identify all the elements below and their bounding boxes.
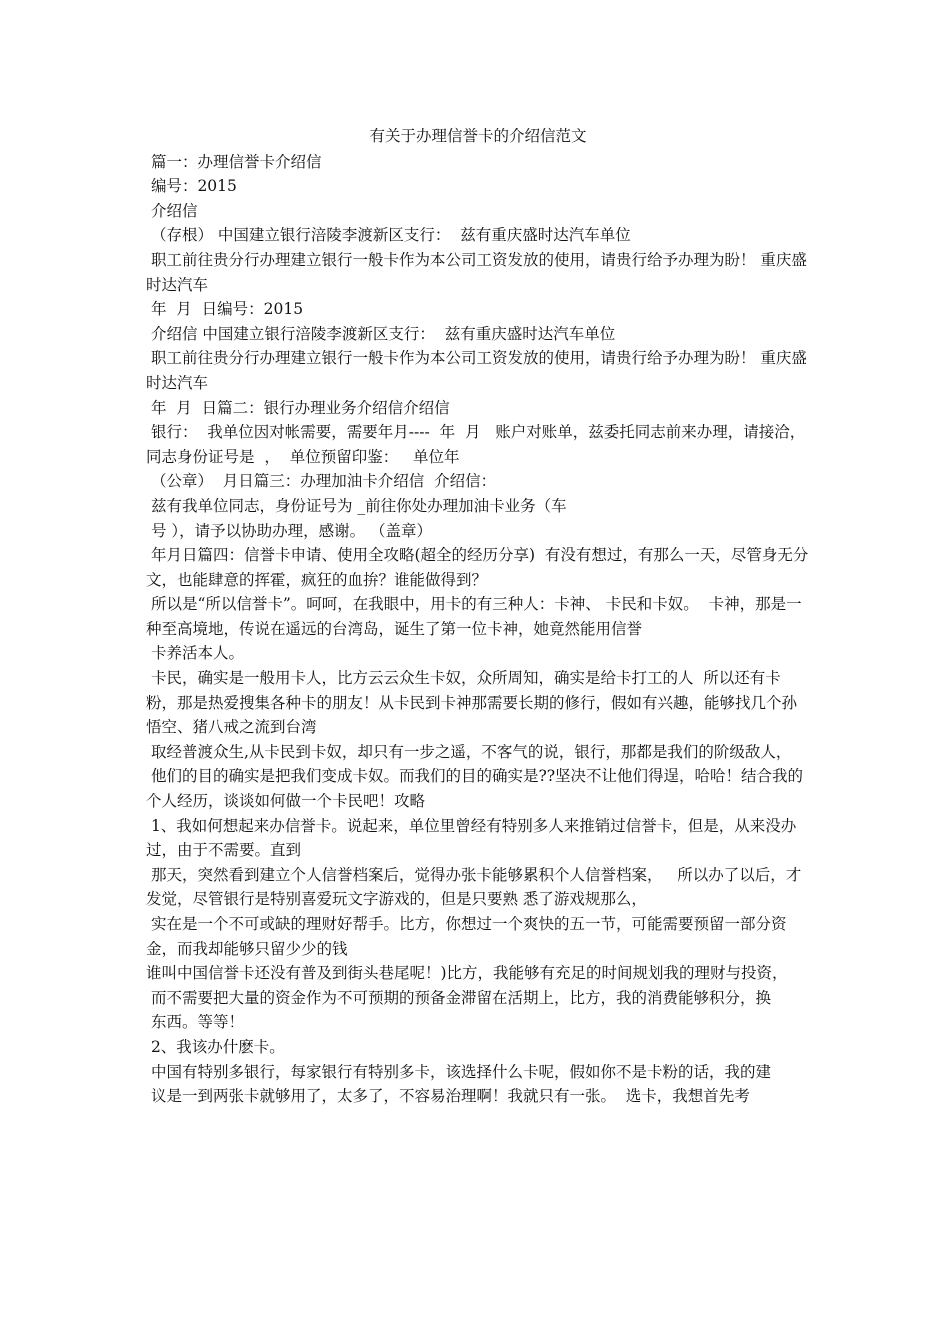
paragraph: 编号：2015 bbox=[146, 177, 237, 196]
paragraph: 他们的目的确实是把我们变成卡奴。而我们的目的确实是??坚决不让他们得逞，哈哈！结合我的个人经历，谈谈如何做一个卡民吧！攻略 bbox=[146, 767, 804, 811]
paragraph: 中国有特别多银行，每家银行有特别多卡，该选择什么卡呢，假如你不是卡粉的话，我的建 bbox=[146, 1062, 771, 1081]
paragraph: 年 月 日编号：2015 bbox=[146, 300, 304, 319]
paragraph: 介绍信 中国建立银行涪陵李渡新区支行： 兹有重庆盛时达汽车单位 bbox=[146, 324, 616, 343]
paragraph: 那天，突然看到建立个人信誉档案后，觉得办张卡能够累积个人信誉档案， 所以办了以后，才发觉，尽管银行是特别喜爱玩文字游戏的，但是只要熟 悉了游戏规那么， bbox=[146, 865, 802, 909]
paragraph: 而不需要把大量的资金作为不可预期的预备金滞留在活期上，比方，我的消费能够积分，换 bbox=[146, 988, 771, 1007]
paragraph: 介绍信 bbox=[146, 201, 198, 220]
paragraph: 号 ），请予以协助办理，感谢。 （盖章） bbox=[146, 521, 433, 540]
paragraph: 实在是一个不可或缺的理财好帮手。比方，你想过一个爽快的五一节，可能需要预留一部分资金，而我却能够只留少少的钱 bbox=[146, 915, 787, 958]
paragraph: （存根） 中国建立银行涪陵李渡新区支行： 兹有重庆盛时达汽车单位 bbox=[146, 226, 631, 245]
paragraph: 年 月 日篇二：银行办理业务介绍信介绍信 bbox=[146, 398, 450, 417]
paragraph: 东西。等等！ bbox=[146, 1013, 244, 1032]
paragraph: 职工前往贵分行办理建立银行一般卡作为本公司工资发放的使用，请贵行给予办理为盼！ 重庆盛时达汽车 bbox=[146, 349, 807, 392]
document-body bbox=[146, 124, 816, 1109]
paragraph: 卡养活本人。 bbox=[146, 644, 244, 663]
paragraph: 银行： 我单位因对帐需要，需要年月---- 年 月 账户对账单，兹委托同志前来办理，请接洽， 同志身份证号是 ， 单位预留印鉴： 单位年 bbox=[146, 423, 816, 466]
paragraph: 1、我如何想起来办信誉卡。说起来，单位里曾经有特别多人来推销过信誉卡，但是，从来没办过，由于不需要。直到 bbox=[146, 816, 797, 860]
paragraph: 2、我该办什麽卡。 bbox=[146, 1037, 285, 1056]
paragraph: 议是一到两张卡就够用了，太多了，不容易治理啊！我就只有一张。 选卡，我想首先考 bbox=[146, 1087, 750, 1106]
paragraph: 篇一：办理信誉卡介绍信 bbox=[146, 152, 322, 171]
paragraph: 兹有我单位同志，身份证号为 _前往你处办理加油卡业务（车 bbox=[146, 496, 567, 515]
paragraph: 所以是“所以信誉卡”。呵呵，在我眼中，用卡的有三种人：卡神、 卡民和卡奴。 卡神，那是一种至高境地，传说在遥远的台湾岛，诞生了第一位卡神，她竟然能用信誉 bbox=[146, 595, 802, 638]
document-title: 有关于办理信誉卡的介绍信范文 bbox=[369, 127, 587, 145]
paragraph: 取经普渡众生,从卡民到卡奴，却只有一步之遥，不客气的说，银行，那都是我们的阶级敌人， bbox=[146, 742, 792, 761]
paragraph: 谁叫中国信誉卡还没有普及到街头巷尾呢！)比方，我能够有充足的时间规划我的理财与投资， bbox=[146, 964, 788, 983]
paragraph: （公章） 月日篇三：办理加油卡介绍信 介绍信： bbox=[146, 472, 497, 491]
paragraph: 职工前往贵分行办理建立银行一般卡作为本公司工资发放的使用，请贵行给予办理为盼！ 重庆盛时达汽车 bbox=[146, 250, 807, 294]
paragraph: 年月日篇四：信誉卡申请、使用全攻略(超全的经历分享) 有没有想过，有那么一天，尽管身无分文，也能肆意的挥霍，疯狂的血拚？谁能做得到？ bbox=[146, 546, 809, 589]
paragraph: 卡民，确实是一般用卡人，比方云云众生卡奴，众所周知，确实是给卡打工的人 所以还有卡粉，那是热爱搜集各种卡的朋友！从卡民到卡神那需要长期的修行，假如有兴趣，能够找几个孙悟空、猪八戒之流到台湾 bbox=[146, 669, 798, 737]
